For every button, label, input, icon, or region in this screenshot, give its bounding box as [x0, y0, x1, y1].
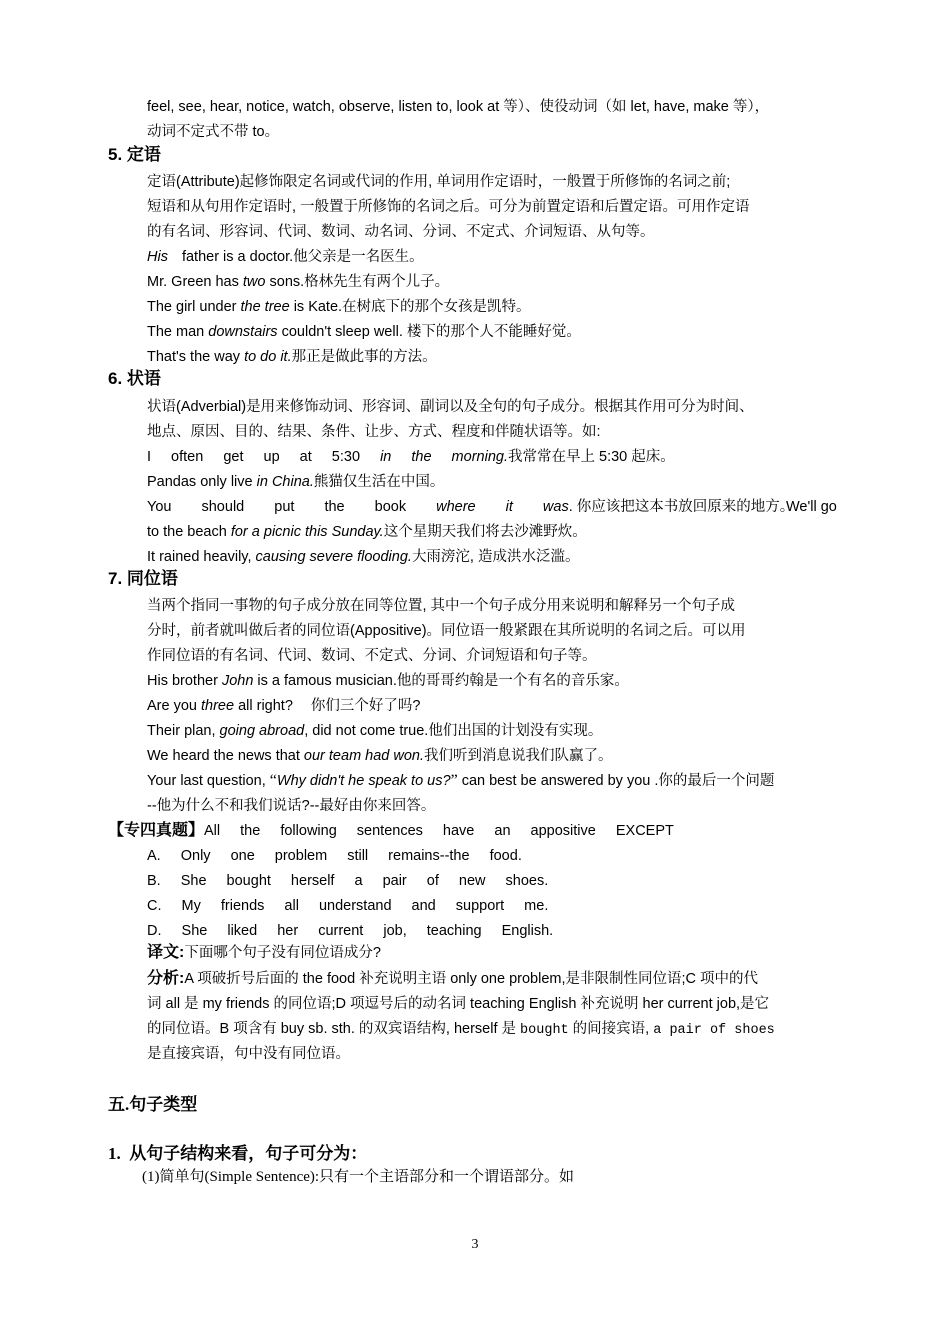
example-text: 这个星期天我们将去沙滩野炊。	[383, 524, 587, 540]
example-text: . 你应该把这本书放回原来的地方。	[568, 499, 795, 515]
example-emphasis: in the morning.	[380, 449, 508, 465]
analysis-text: 的间接宾语,	[568, 1021, 654, 1037]
analysis-code: a pair of shoes	[653, 1023, 775, 1038]
example-text: 你们三个好了吗?	[310, 698, 421, 714]
example-emphasis: our team had won.	[303, 748, 425, 764]
analysis-text: A 项破折号后面的 the food 补充说明主语 only one problem,是非限制性同位语;C 项中的代	[184, 971, 759, 987]
intro-line-1: feel, see, hear, notice, watch, observe, listen to, look at 等）、使役动词（如 let, have, make 等），	[147, 99, 770, 115]
exercise-question-line	[108, 820, 674, 842]
adverbial-example-1	[147, 446, 675, 468]
exercise-option-b: B. She bought herself a pair of new shoes.	[147, 873, 549, 889]
quote-mark: ”	[450, 772, 458, 789]
appositive-example-2	[147, 695, 420, 717]
adverbial-def-2: 地点、原因、目的、结果、条件、让步、方式、程度和伴随状语等。如:	[147, 424, 601, 440]
example-emphasis: the tree	[240, 299, 290, 315]
example-text: His brother	[147, 673, 222, 689]
attribute-example-2	[147, 271, 449, 293]
heading-adverbial: 6. 状语	[108, 369, 161, 388]
subsection-text: 从句子结构来看，句子可分为：	[129, 1144, 368, 1163]
heading-appositive: 7. 同位语	[108, 569, 178, 588]
example-text: That's the way	[147, 349, 245, 365]
exercise-analysis-1	[147, 968, 758, 990]
example-text: 我们听到消息说我们队赢了。	[424, 748, 613, 764]
appositive-example-6: --他为什么不和我们说话?--最好由你来回答。	[147, 798, 436, 814]
example-emphasis: to do it.	[244, 349, 292, 365]
example-emphasis: going abroad	[219, 723, 305, 739]
example-emphasis: downstairs	[208, 324, 278, 340]
quote-mark: “	[269, 772, 277, 789]
section-title: 五.句子类型	[108, 1095, 198, 1114]
example-text: 那正是做此事的方法。	[291, 349, 437, 365]
example-text: Pandas only live	[147, 474, 257, 490]
adverbial-example-4	[147, 521, 587, 543]
adverbial-def-1: 状语(Adverbial)是用来修饰动词、形容词、副词以及全句的句子成分。根据其作用可分为时间、	[147, 399, 754, 415]
example-text: , did not come true.他们出国的计划没有实现。	[304, 723, 603, 739]
attribute-def-3: 的有名词、形容词、代词、数词、动名词、分词、不定式、介词短语、从句等。	[147, 224, 655, 240]
heading-attribute: 5. 定语	[108, 145, 161, 164]
example-text: sons.格林先生有两个儿子。	[265, 274, 450, 290]
example-text: to the beach	[147, 524, 231, 540]
exercise-option-c: C. My friends all understand and support me.	[147, 898, 549, 914]
attribute-def-2: 短语和从句用作定语时, 一般置于所修饰的名词之后。可分为前置定语和后置定语。可用作定语	[147, 199, 750, 215]
example-text: 熊猫仅生活在中国。	[313, 474, 445, 490]
translation-label: 译文:	[147, 944, 185, 961]
example-emphasis: John	[221, 673, 254, 689]
attribute-example-4	[147, 321, 581, 343]
example-text: You should put the book	[147, 499, 437, 515]
attribute-example-5	[147, 346, 437, 368]
intro-line-2: 动词不定式不带 to。	[147, 124, 280, 140]
example-text: Their plan,	[147, 723, 220, 739]
example-text: 我常常在早上 5:30 起床。	[507, 449, 675, 465]
appositive-example-5	[147, 770, 774, 792]
appositive-def-3: 作同位语的有名词、代词、数词、不定式、分词、介词短语和句子等。	[147, 648, 597, 664]
analysis-label: 分析:	[147, 970, 185, 987]
example-text: We heard the news that	[147, 748, 304, 764]
example-text: Are you	[147, 698, 201, 714]
exercise-analysis-2: 词 all 是 my friends 的同位语;D 项逗号后的动名词 teaching English 补充说明 her current job,是它	[147, 996, 770, 1012]
exercise-question: All the following sentences have an appositive EXCEPT	[204, 823, 674, 839]
appositive-example-3	[147, 720, 602, 742]
appositive-def-1: 当两个指同一事物的句子成分放在同等位置, 其中一个句子成分用来说明和解释另一个句子成	[147, 598, 736, 614]
adverbial-example-3-tail: We'll go	[786, 499, 837, 515]
example-emphasis: in China.	[256, 474, 314, 490]
example-text: Mr. Green has	[147, 274, 243, 290]
example-text: is a famous musician.他的哥哥约翰是一个有名的音乐家。	[253, 673, 629, 689]
analysis-code: bought	[520, 1023, 569, 1038]
example-emphasis: where it was	[436, 499, 569, 515]
exercise-option-a: A. Only one problem still remains--the food.	[147, 848, 522, 864]
example-emphasis: two	[242, 274, 266, 290]
subsection-title	[108, 1139, 367, 1164]
appositive-example-4	[147, 745, 613, 767]
example-text: all right?	[234, 698, 293, 714]
example-text: is Kate.在树底下的那个女孩是凯特。	[289, 299, 531, 315]
example-text: Your last question,	[147, 773, 270, 789]
example-emphasis: causing severe flooding.	[255, 549, 412, 565]
exercise-option-d: D. She liked her current job, teaching English.	[147, 923, 554, 939]
page-number: 3	[471, 1237, 479, 1252]
example-emphasis: three	[201, 698, 235, 714]
example-text: The man	[147, 324, 209, 340]
translation-text: 下面哪个句子没有同位语成分?	[184, 945, 381, 961]
example-text: It rained heavily,	[147, 549, 256, 565]
example-emphasis: His	[147, 249, 168, 265]
attribute-example-3	[147, 296, 531, 318]
adverbial-example-2	[147, 471, 444, 493]
adverbial-example-3	[147, 496, 794, 518]
example-text: couldn't sleep well. 楼下的那个人不能睡好觉。	[277, 324, 581, 340]
example-text: I often get up at 5:30	[147, 449, 381, 465]
example-text: The girl under	[147, 299, 241, 315]
section-item-1: (1)简单句(Simple Sentence):只有一个主语部分和一个谓语部分。如	[142, 1169, 575, 1185]
attribute-example-1	[147, 246, 424, 268]
example-emphasis: for a picnic this Sunday.	[230, 524, 384, 540]
adverbial-example-5	[147, 546, 580, 568]
analysis-text: 的同位语。B 项含有 buy sb. sth. 的双宾语结构, herself 是	[147, 1021, 521, 1037]
subsection-number: 1.	[108, 1144, 121, 1163]
example-emphasis: Why didn't he speak to us?	[276, 773, 451, 789]
attribute-def-1: 定语(Attribute)起修饰限定名词或代词的作用, 单词用作定语时，一般置于所修饰的名词之前;	[147, 174, 731, 190]
example-text: can best be answered by you .你的最后一个问题	[457, 773, 775, 789]
example-text: 大雨滂沱, 造成洪水泛滥。	[411, 549, 580, 565]
appositive-def-2: 分时，前者就叫做后者的同位语(Appositive)。同位语一般紧跟在其所说明的名词之后。可以用	[147, 623, 746, 639]
exercise-translation	[147, 942, 381, 964]
appositive-example-1	[147, 670, 629, 692]
exercise-analysis-3	[147, 1018, 775, 1042]
example-text: father is a doctor.他父亲是一名医生。	[181, 249, 424, 265]
exercise-analysis-4: 是直接宾语，句中没有同位语。	[147, 1046, 350, 1062]
exercise-tag: 【专四真题】	[108, 822, 205, 839]
